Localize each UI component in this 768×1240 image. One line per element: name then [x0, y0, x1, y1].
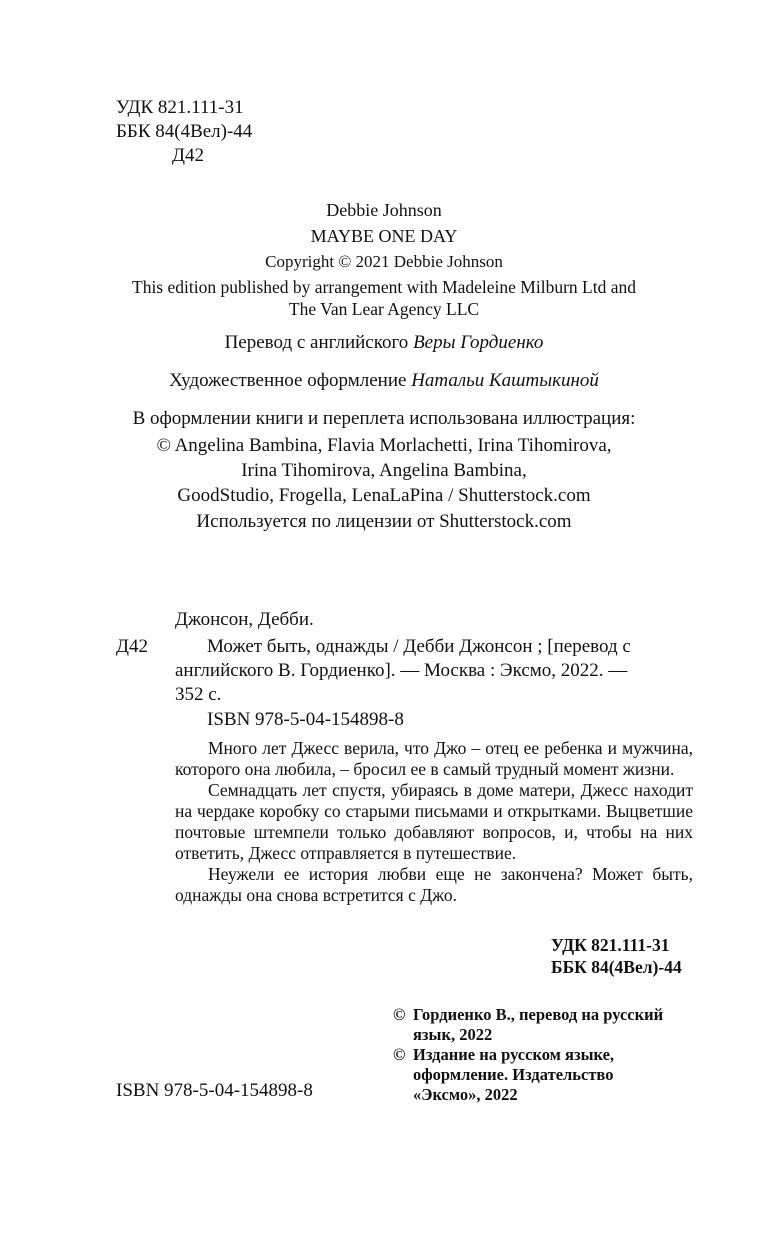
design-credit [0, 370, 768, 392]
biblio-code: Д42 [116, 636, 148, 657]
original-title: MAYBE ONE DAY [310, 226, 458, 246]
biblio-isbn: ISBN 978-5-04-154898-8 [207, 709, 404, 730]
copyright-edition-line-3: «Эксмо», 2022 [413, 1085, 518, 1104]
bbk-code: ББК 84(4Вел)-44 [116, 121, 253, 142]
biblio-line-2: английского В. Гордиенко]. — Москва : Эксмо, 2022. — [175, 660, 628, 681]
annotation-paragraph-1: Много лет Джесс верила, что Джо – отец ее ребенка и мужчина, которого она любила, – бросил ее в самый трудный момент жизни. [175, 738, 693, 779]
copyright-symbol: © [393, 1005, 406, 1024]
design-prefix: Художественное оформление [169, 370, 407, 391]
biblio-line-1: Может быть, однажды / Дебби Джонсон ; [перевод с [207, 636, 631, 657]
copyright-symbol: © [393, 1045, 406, 1064]
copyright-translation-line-2: язык, 2022 [413, 1025, 493, 1044]
classification-block [116, 96, 252, 168]
annotation-udk: УДК 821.111-31 [551, 935, 670, 955]
annotation-codes [551, 934, 682, 978]
copyright-edition [393, 1045, 614, 1105]
copyright-line: Copyright © 2021 Debbie Johnson [265, 252, 503, 271]
translation-credit [0, 332, 768, 354]
annotation-paragraph-3: Неужели ее история любви еще не закончена? Может быть, однажды она снова встретится с Джо. [175, 864, 693, 905]
illustrations-line-2: © Angelina Bambina, Flavia Morlachetti, Irina Tihomirova, [156, 435, 612, 456]
edition-line-2: The Van Lear Agency LLC [288, 299, 480, 319]
author-mark: Д42 [172, 145, 204, 166]
illustrations-line-5: Используется по лицензии от Shutterstock.com [196, 511, 572, 532]
translation-prefix: Перевод с английского [224, 332, 409, 353]
annotation-paragraph-2: Семнадцать лет спустя, убираясь в доме матери, Джесс находит на чердаке коробку со старыми письмами и открытками. Выцветшие почтовые штемпели только добавляют вопросов, и, чтобы на них ответить, Джесс отправляется в путешествие. [175, 780, 693, 863]
isbn-bottom: ISBN 978-5-04-154898-8 [116, 1080, 313, 1101]
copyright-edition-line-1: Издание на русском языке, [413, 1045, 615, 1064]
original-author: Debbie Johnson [326, 200, 442, 220]
annotation-bbk: ББК 84(4Вел)-44 [551, 957, 682, 977]
annotation [175, 738, 693, 906]
edition-line-1: This edition published by arrangement with Madeleine Milburn Ltd and [132, 277, 636, 297]
biblio-line-3: 352 с. [175, 684, 222, 705]
biblio-heading: Джонсон, Дебби. [175, 609, 314, 630]
illustrations-line-4: GoodStudio, Frogella, LenaLaPina / Shutterstock.com [177, 485, 591, 506]
udk-code: УДК 821.111-31 [116, 97, 244, 118]
copyright-translation [393, 1005, 663, 1045]
illustrations-line-3: Irina Tihomirova, Angelina Bambina, [241, 460, 527, 481]
translator-name: Веры Гордиенко [413, 332, 544, 353]
copyright-edition-line-2: оформление. Издательство [413, 1065, 614, 1084]
designer-name: Натальи Каштыкиной [411, 370, 599, 391]
illustrations-line-1: В оформлении книги и переплета использована иллюстрация: [132, 408, 636, 429]
copyright-translation-line-1: Гордиенко В., перевод на русский [413, 1005, 664, 1024]
